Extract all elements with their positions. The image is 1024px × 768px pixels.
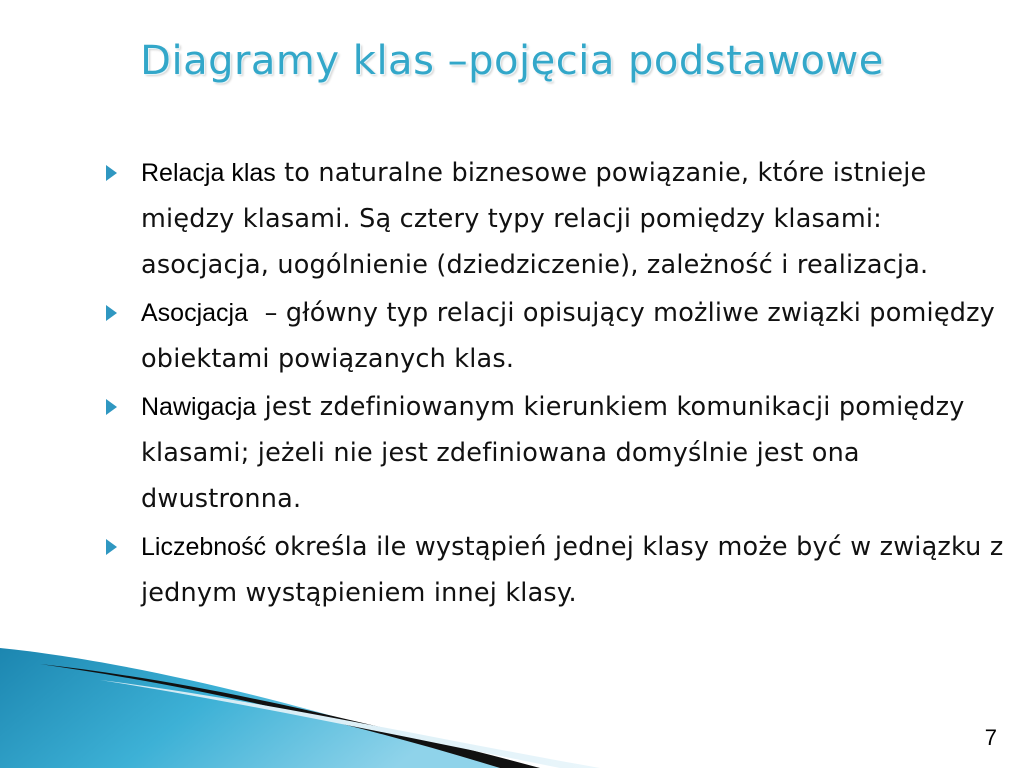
triangle-right-icon (106, 399, 117, 415)
bullet-term: Liczebność (141, 533, 267, 561)
bullet-text: jest zdefiniowanym kierunkiem komunikacji pomiędzy klasami; jeżeli nie jest zdefiniowana domyślnie jest ona dwustronna. (141, 392, 965, 514)
slide-title: Diagramy klas –pojęcia podstawowe (140, 38, 884, 84)
bullet-text: – główny typ relacji opisujący możliwe związki pomiędzy obiektami powiązanych klas. (141, 298, 1004, 374)
triangle-right-icon (106, 539, 117, 555)
bullet-text: to naturalne biznesowe powiązanie, które istnieje między klasami. Są cztery typy relacji pomiędzy klasami: asocjacja, uogólnienie (dziedziczenie), zależność i realizacja. (141, 158, 929, 280)
bullet-item-relacja-klas (104, 150, 1004, 288)
bullet-text: określa ile wystąpień jednej klasy może być w związku z jednym wystąpieniem innej klasy. (141, 532, 1004, 608)
bullet-term: Relacja klas (141, 159, 276, 187)
triangle-right-icon (106, 305, 117, 321)
page-number: 7 (984, 725, 997, 750)
bullet-item-liczebnosc (104, 524, 1004, 616)
swoosh-blue-band (0, 648, 500, 768)
bullet-term: Asocjacja (141, 299, 248, 327)
bullet-list (104, 150, 1004, 618)
decorative-swoosh (0, 640, 1024, 768)
bullet-item-nawigacja (104, 384, 1004, 522)
bullet-term: Nawigacja (141, 393, 257, 421)
bullet-item-asocjacja (104, 290, 1004, 382)
triangle-right-icon (106, 165, 117, 181)
